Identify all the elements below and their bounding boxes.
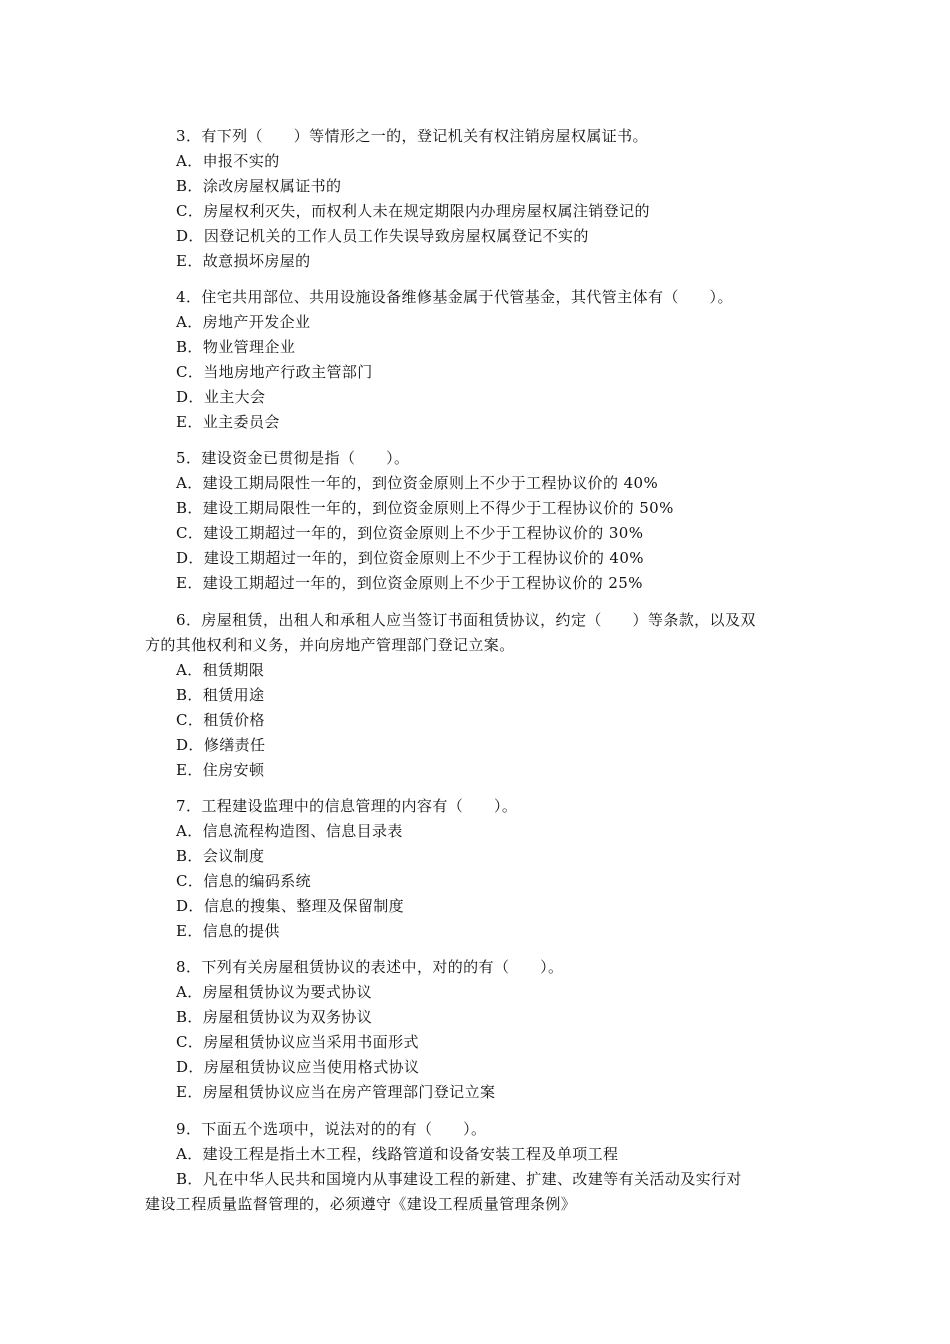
option-b: B．物业管理企业 xyxy=(176,338,296,356)
question-stem: 7．工程建设监理中的信息管理的内容有（ ）。 xyxy=(176,797,518,815)
option-d: D．信息的搜集、整理及保留制度 xyxy=(176,897,405,915)
option-a: A．信息流程构造图、信息目录表 xyxy=(176,822,403,840)
option-b: B．会议制度 xyxy=(176,847,265,865)
option-e: E．建设工期超过一年的，到位资金原则上不少于工程协议价的 25% xyxy=(176,574,643,592)
option-b: B．建设工期局限性一年的，到位资金原则上不得少于工程协议价的 50% xyxy=(176,499,674,517)
option-b-continuation: 建设工程质量监督管理的，必须遵守《建设工程质量管理条例》 xyxy=(145,1195,577,1213)
option-e: E．住房安顿 xyxy=(176,761,265,779)
option-b: B．涂改房屋权属证书的 xyxy=(176,177,342,195)
option-a: A．建设工期局限性一年的，到位资金原则上不少于工程协议价的 40% xyxy=(176,474,659,492)
option-d: D．建设工期超过一年的，到位资金原则上不少于工程协议价的 40% xyxy=(176,549,644,567)
question-stem: 4．住宅共用部位、共用设施设备维修基金属于代管基金，其代管主体有（ ）。 xyxy=(176,288,733,306)
option-c: C．建设工期超过一年的，到位资金原则上不少于工程协议价的 30% xyxy=(176,524,644,542)
option-a: A．租赁期限 xyxy=(176,661,265,679)
option-d: D．因登记机关的工作人员工作失误导致房屋权属登记不实的 xyxy=(176,227,589,245)
option-a: A．房屋租赁协议为要式协议 xyxy=(176,983,373,1001)
option-c: C．房屋权利灭失，而权利人未在规定期限内办理房屋权属注销登记的 xyxy=(176,202,650,220)
option-c: C．房屋租赁协议应当采用书面形式 xyxy=(176,1033,419,1051)
option-d: D．房屋租赁协议应当使用格式协议 xyxy=(176,1058,420,1076)
option-e: E．信息的提供 xyxy=(176,922,280,940)
option-b: B．房屋租赁协议为双务协议 xyxy=(176,1008,373,1026)
question-stem: 6．房屋租赁，出租人和承租人应当签订书面租赁协议，约定（ ）等条款，以及双 xyxy=(176,611,756,629)
option-d: D．修缮责任 xyxy=(176,736,266,754)
option-d: D．业主大会 xyxy=(176,388,266,406)
question-stem: 8．下列有关房屋租赁协议的表述中，对的的有（ ）。 xyxy=(176,958,564,976)
option-e: E．业主委员会 xyxy=(176,413,280,431)
option-e: E．房屋租赁协议应当在房产管理部门登记立案 xyxy=(176,1083,496,1101)
option-c: C．租赁价格 xyxy=(176,711,265,729)
question-stem: 5．建设资金已贯彻是指（ ）。 xyxy=(176,449,410,467)
option-b: B．凡在中华人民共和国境内从事建设工程的新建、扩建、改建等有关活动及实行对 xyxy=(176,1170,742,1188)
option-e: E．故意损坏房屋的 xyxy=(176,252,311,270)
option-a: A．申报不实的 xyxy=(176,152,280,170)
option-c: C．信息的编码系统 xyxy=(176,872,312,890)
option-c: C．当地房地产行政主管部门 xyxy=(176,363,373,381)
option-a: A．建设工程是指土木工程，线路管道和设备安装工程及单项工程 xyxy=(176,1145,619,1163)
question-stem: 9．下面五个选项中，说法对的的有（ ）。 xyxy=(176,1120,487,1138)
option-b: B．租赁用途 xyxy=(176,686,265,704)
question-stem: 3．有下列（ ）等情形之一的，登记机关有权注销房屋权属证书。 xyxy=(176,127,648,145)
question-stem-continuation: 方的其他权利和义务，并向房地产管理部门登记立案。 xyxy=(145,636,515,654)
option-a: A．房地产开发企业 xyxy=(176,313,311,331)
